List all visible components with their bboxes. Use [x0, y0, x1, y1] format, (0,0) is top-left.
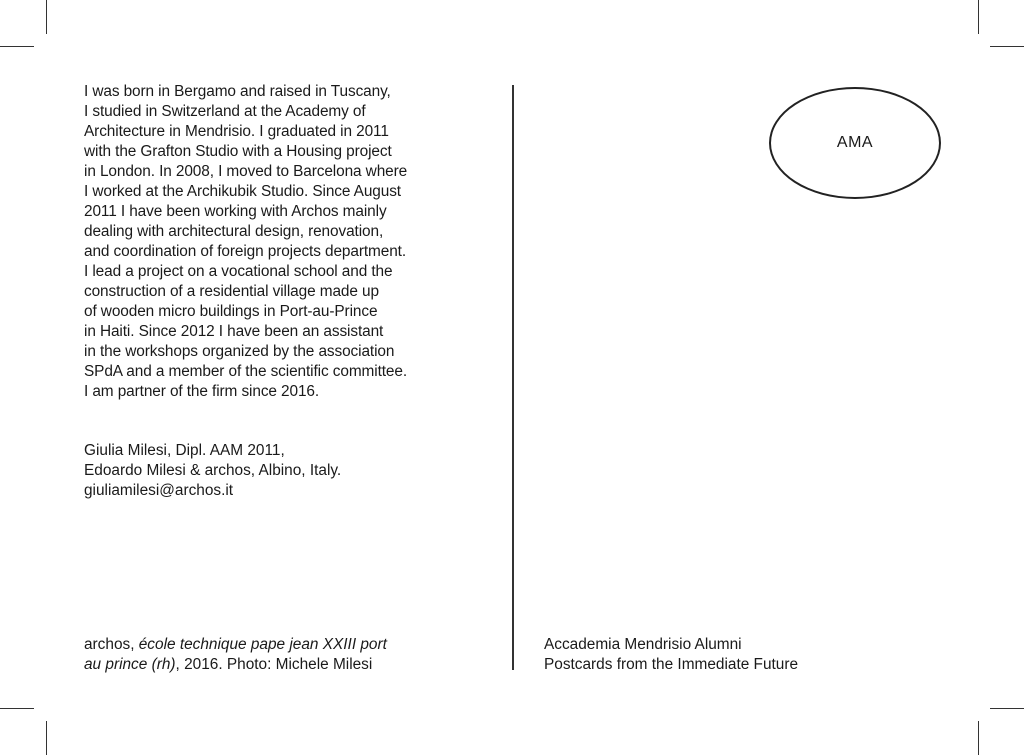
bio-line: dealing with architectural design, renovation,	[84, 223, 384, 240]
bio-line: I worked at the Archikubik Studio. Since August	[84, 183, 401, 200]
caption-suffix: , 2016. Photo: Michele Milesi	[175, 656, 373, 673]
crop-mark-top-right-horizontal	[990, 46, 1024, 47]
footer-series: Postcards from the Immediate Future	[544, 656, 799, 673]
bio-line: in London. In 2008, I moved to Barcelona where	[84, 163, 408, 180]
photo-caption	[84, 635, 387, 675]
stamp-oval	[769, 87, 941, 199]
bio-line: and coordination of foreign projects department.	[84, 243, 407, 260]
bio-line: I studied in Switzerland at the Academy of	[84, 103, 366, 120]
author-signature	[84, 441, 341, 501]
crop-mark-bottom-right-horizontal	[990, 708, 1024, 709]
bio-line: I am partner of the firm since 2016.	[84, 383, 320, 400]
postcard-footer	[544, 635, 798, 675]
bio-line: I was born in Bergamo and raised in Tuscany,	[84, 83, 391, 100]
bio-line: with the Grafton Studio with a Housing project	[84, 143, 392, 160]
bio-line: of wooden micro buildings in Port-au-Prince	[84, 303, 378, 320]
caption-title-part-1: école technique pape jean XXIII port	[138, 636, 387, 653]
bio-line: construction of a residential village made up	[84, 283, 379, 300]
stamp-label: AMA	[836, 134, 874, 151]
caption-line-1	[84, 635, 387, 655]
bio-line: in Haiti. Since 2012 I have been an assistant	[84, 323, 384, 340]
caption-line-2	[84, 655, 387, 675]
biography-text	[84, 82, 484, 402]
author-name: Giulia Milesi, Dipl. AAM 2011,	[84, 442, 285, 459]
bio-line: in the workshops organized by the association	[84, 343, 395, 360]
bio-line: SPdA and a member of the scientific committee.	[84, 363, 408, 380]
caption-prefix: archos,	[84, 636, 139, 653]
crop-mark-bottom-left-horizontal	[0, 708, 34, 709]
author-email: giuliamilesi@archos.it	[84, 482, 234, 499]
crop-mark-top-left-vertical	[46, 0, 47, 34]
crop-mark-bottom-left-vertical	[46, 721, 47, 755]
caption-title-part-2: au prince (rh)	[84, 656, 176, 673]
postcard-divider	[512, 85, 514, 670]
crop-mark-top-left-horizontal	[0, 46, 34, 47]
crop-mark-bottom-right-vertical	[978, 721, 979, 755]
bio-line: Architecture in Mendrisio. I graduated in 2011	[84, 123, 389, 140]
bio-line: I lead a project on a vocational school and the	[84, 263, 393, 280]
bio-line: 2011 I have been working with Archos mainly	[84, 203, 387, 220]
footer-organization: Accademia Mendrisio Alumni	[544, 636, 742, 653]
crop-mark-top-right-vertical	[978, 0, 979, 34]
author-firm: Edoardo Milesi & archos, Albino, Italy.	[84, 462, 342, 479]
